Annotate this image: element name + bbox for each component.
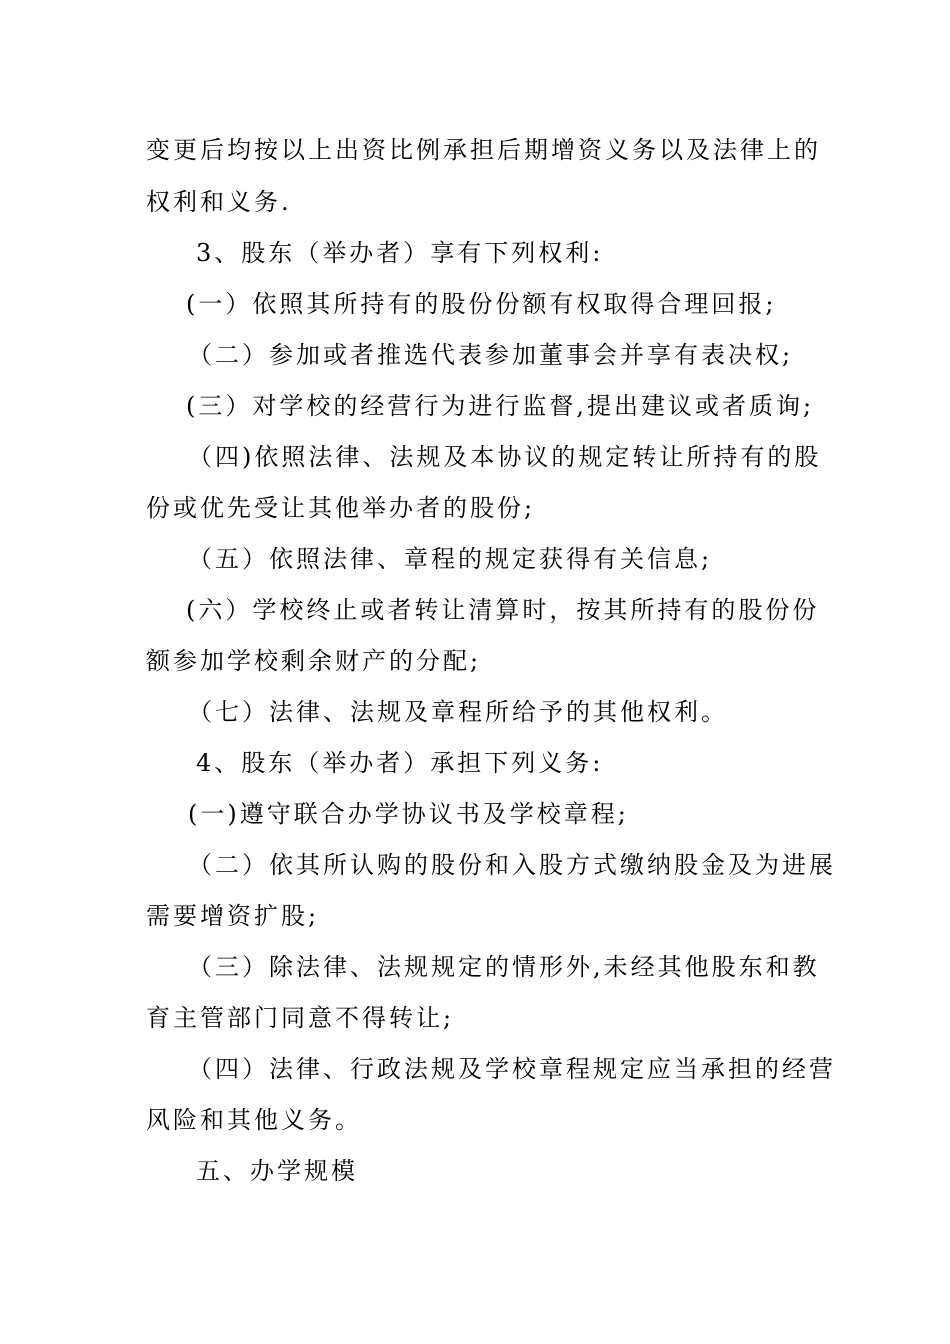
list-item-duties-4: （四）法律、行政法规及学校章程规定应当承担的经营 bbox=[188, 1055, 836, 1083]
section-heading-4: 4、股东（举办者）承担下列义务: bbox=[196, 749, 604, 777]
section-heading-3: 3、股东（举办者）享有下列权利: bbox=[196, 239, 604, 267]
list-item-duties-1: (一)遵守联合办学协议书及学校章程; bbox=[188, 800, 629, 828]
list-item-rights-1: (一）依照其所持有的股份份额有权取得合理回报; bbox=[186, 290, 777, 318]
list-item-duties-4-cont: 风险和其他义务。 bbox=[146, 1106, 362, 1134]
list-item-rights-6: (六）学校终止或者转让清算时，按其所持有的股份份 bbox=[186, 596, 820, 624]
list-item-rights-2: （二）参加或者推选代表参加董事会并享有表决权; bbox=[188, 341, 794, 369]
paragraph-line-1: 变更后均按以上出资比例承担后期增资义务以及法律上的 bbox=[146, 136, 821, 164]
list-item-rights-3: (三）对学校的经营行为进行监督,提出建议或者质询; bbox=[186, 392, 815, 420]
list-item-duties-3: （三）除法律、法规规定的情形外,未经其他股东和教 bbox=[188, 953, 820, 981]
list-item-rights-4-cont: 份或优先受让其他举办者的股份; bbox=[146, 494, 536, 522]
list-item-rights-6-cont: 额参加学校剩余财产的分配; bbox=[146, 647, 482, 675]
list-item-duties-2: （二）依其所认购的股份和入股方式缴纳股金及为进展 bbox=[188, 851, 836, 879]
list-item-rights-7: （七）法律、法规及章程所给予的其他权利。 bbox=[188, 698, 728, 726]
list-item-duties-3-cont: 育主管部门同意不得转让; bbox=[146, 1004, 455, 1032]
list-item-rights-4: （四)依照法律、法规及本协议的规定转让所持有的股 bbox=[188, 443, 822, 471]
section-heading-5: 五、办学规模 bbox=[196, 1157, 358, 1185]
paragraph-line-2: 权利和义务. bbox=[146, 188, 292, 216]
list-item-rights-5: （五）依照法律、章程的规定获得有关信息; bbox=[188, 545, 713, 573]
list-item-duties-2-cont: 需要增资扩股; bbox=[146, 902, 320, 930]
